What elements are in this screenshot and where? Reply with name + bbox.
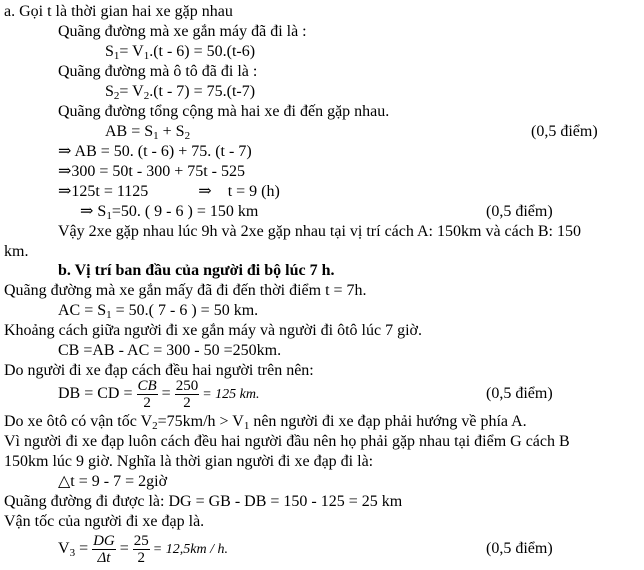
part-a-line-3: Quãng đường mà ô tô đã đi là : — [58, 63, 258, 80]
fraction-cb-over-2: $\frac{CB}{2}$ — [137, 377, 157, 411]
part-a-line-8: ⇒300 = 50t - 300 + 75t - 525 — [58, 163, 245, 180]
part-b-heading: b. Vị trí ban đầu của người đi bộ lúc 7 h. — [58, 262, 335, 279]
part-a-line-11: Vậy 2xe gặp nhau lúc 9h và 2xe gặp nhau tại vị trí cách A: 150km và cách B: 150 — [58, 223, 581, 240]
score-label-4: (0,5 điểm) — [486, 540, 553, 557]
part-a-line-6: AB = $S_1 + S_2$ — [105, 123, 191, 142]
part-b-line-10: △t = 9 - 7 = 2giờ — [58, 473, 168, 490]
part-a-line-1: Quãng đường mà xe gắn máy đã đi là : — [58, 23, 307, 40]
part-b-line-5: Do người đi xe đạp cách đều hai người trên nên: — [4, 362, 314, 379]
part-b-line-1: Quãng đường mà xe gắn mấy đã đi đến thời điểm t = 7h. — [4, 282, 367, 299]
part-b-line-3: Khoảng cách giữa người đi xe gắn máy và người đi ôtô lúc 7 giờ. — [4, 322, 422, 339]
fraction-dg-over-dt: $\frac{DG}{\Delta t}$ — [93, 532, 115, 566]
part-a-line-12: km. — [4, 243, 29, 260]
part-b-line-4: CB =AB - AC = 300 - 50 =250km. — [58, 342, 282, 359]
part-b-formula-db: DB = CD = $\frac{CB}{2}$ = $\frac{250}{2}$ = 125 km. — [58, 377, 260, 411]
fraction-25-over-2: $\frac{25}{2}$ — [133, 532, 149, 566]
part-b-line-11: Quãng đường đi được là: DG = GB - DB = 150 - 125 = 25 km — [4, 493, 403, 510]
part-a-line-7: ⇒ AB = 50. (t - 6) + 75. (t - 7) — [58, 143, 252, 160]
part-a-line-9: ⇒125t = 1125 ⇒ t = 9 (h) — [58, 183, 280, 200]
part-b-line-8: Vì người đi xe đạp luôn cách đều hai người đầu nên họ phải gặp nhau tại điểm G cách B — [4, 433, 570, 450]
part-b-formula-v3: $V_3$ = $\frac{DG}{\Delta t}$ = $\frac{25}{2}$ = 12,5km / h. — [58, 532, 228, 566]
part-a-line-2: $S_1= V_1.(t - 6) = 50.(t-6)$ — [105, 43, 256, 62]
part-a-line-4: $S_2= V_2.(t - 7) = 75.(t-7)$ — [105, 83, 256, 102]
part-b-line-2: AC = $S_1 = 50$.( 7 - 6 ) = 50 km. — [58, 302, 259, 321]
part-b-line-7: Do xe ôtô có vận tốc $V_2=75km/h > V_1$ nên người đi xe đạp phải hướng về phía A. — [4, 413, 527, 432]
score-label-2: (0,5 điểm) — [486, 203, 553, 220]
fraction-250-over-2: $\frac{250}{2}$ — [175, 377, 199, 411]
part-a-line-5: Quãng đường tổng cộng mà hai xe đi đến gặp nhau. — [58, 103, 390, 120]
score-label-1: (0,5 điểm) — [531, 123, 598, 140]
part-a-line-10: ⇒ $S_1=50$. ( 9 - 6 ) = 150 km — [80, 203, 259, 222]
part-b-line-9: 150km lúc 9 giờ. Nghĩa là thời gian người đi xe đạp đi là: — [4, 453, 374, 470]
part-a-heading: a. Gọi t là thời gian hai xe gặp nhau — [4, 3, 233, 20]
score-label-3: (0,5 điểm) — [486, 385, 553, 402]
part-b-line-12: Vận tốc của người đi xe đạp là. — [4, 513, 205, 530]
